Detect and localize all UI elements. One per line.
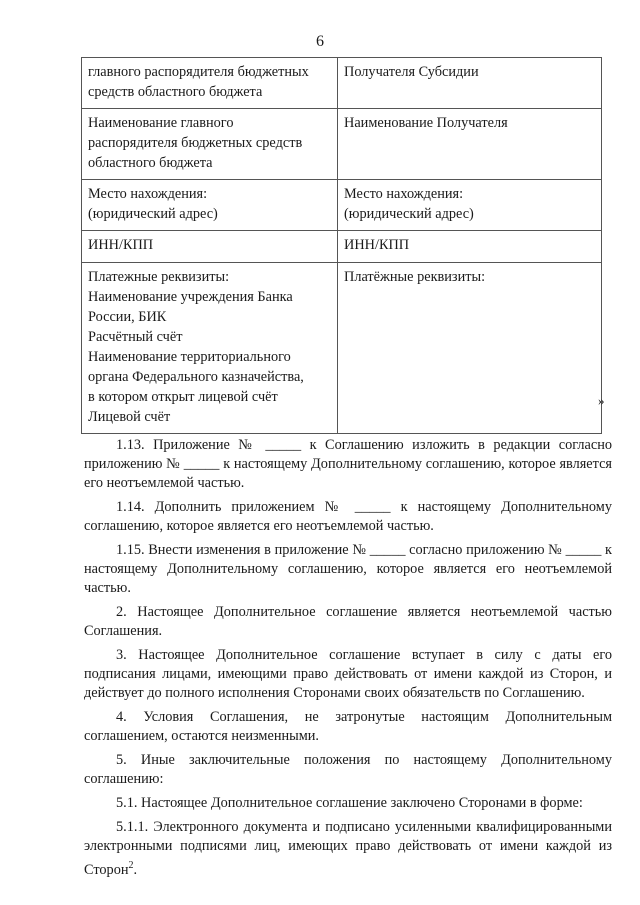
table-cell-right	[338, 109, 602, 180]
cell-line: средств областного бюджета	[88, 84, 263, 100]
cell-line: Платёжные реквизиты:	[344, 269, 486, 285]
table-cell-right	[338, 231, 602, 263]
cell-line: в котором открыт лицевой счёт	[88, 389, 278, 405]
table-cell-right	[338, 263, 602, 434]
footnote-mark: 2	[128, 860, 134, 871]
cell-line: Получателя Субсидии	[344, 64, 479, 80]
final-period: .	[133, 861, 138, 878]
paragraph: 4. Условия Соглашения, не затронутые настоящим Дополнительным соглашением, остаются неизменными.	[84, 709, 612, 744]
paragraph: 3. Настоящее Дополнительное соглашение вступает в силу с даты его подписания лицами, имеющими право действовать от имени каждой из Сторон, и действует до полного исполнения Сторонами своих обязательств по Соглашению.	[84, 647, 612, 701]
cell-line: Наименование Получателя	[344, 115, 508, 131]
paragraph-last	[84, 818, 612, 880]
cell-line: России, БИК	[88, 309, 167, 325]
paragraph: 1.13. Приложение № _____ к Соглашению изложить в редакции согласно приложению № _____ к настоящему Дополнительному соглашению, которое является его неотъемлемой частью.	[84, 437, 612, 491]
table-row	[82, 263, 602, 434]
table-cell-left	[82, 180, 338, 231]
cell-line: распорядителя бюджетных средств	[88, 135, 303, 151]
table-cell-left	[82, 58, 338, 109]
table-cell-left	[82, 231, 338, 263]
paragraph-text: 5.1.1. Электронного документа и подписано усиленными квалифицированными электронными подписями лиц, имеющих право действовать от имени каждой из Сторон	[84, 819, 612, 878]
page-number: 6	[316, 33, 324, 50]
table-cell-right	[338, 58, 602, 109]
table-cell-left	[82, 263, 338, 434]
requisites-table	[81, 57, 602, 434]
cell-line: областного бюджета	[88, 155, 213, 171]
table-cell-right	[338, 180, 602, 231]
paragraph: 5.1. Настоящее Дополнительное соглашение заключено Сторонами в форме:	[116, 795, 583, 811]
cell-line: ИНН/КПП	[344, 237, 410, 253]
cell-line: ИНН/КПП	[88, 237, 154, 253]
table-row	[82, 109, 602, 180]
cell-line: (юридический адрес)	[88, 206, 218, 222]
cell-line: Лицевой счёт	[88, 409, 171, 425]
cell-line: главного распорядителя бюджетных	[88, 64, 309, 80]
cell-line: Платежные реквизиты:	[88, 269, 230, 285]
cell-line: Место нахождения:	[344, 186, 464, 202]
cell-line: Наименование учреждения Банка	[88, 289, 293, 305]
cell-line: Место нахождения:	[88, 186, 208, 202]
cell-line: Расчётный счёт	[88, 329, 183, 345]
closing-quote: »	[598, 393, 605, 408]
table-row	[82, 58, 602, 109]
cell-line: Наименование территориального	[88, 349, 291, 365]
table-cell-left	[82, 109, 338, 180]
paragraph: 2. Настоящее Дополнительное соглашение является неотъемлемой частью Соглашения.	[84, 604, 612, 639]
table-row	[82, 180, 602, 231]
paragraph: 1.14. Дополнить приложением № _____ к настоящему Дополнительному соглашению, которое является его неотъемлемой частью.	[84, 499, 612, 534]
table-row	[82, 231, 602, 263]
paragraph: 5. Иные заключительные положения по настоящему Дополнительному соглашению:	[84, 752, 612, 787]
cell-line: (юридический адрес)	[344, 206, 474, 222]
cell-line: органа Федерального казначейства,	[88, 369, 304, 385]
cell-line: Наименование главного	[88, 115, 234, 131]
document-body	[84, 436, 612, 880]
paragraph: 1.15. Внести изменения в приложение № _____ согласно приложению № _____ к настоящему Дополнительному соглашению, которое является его неотъемлемой частью.	[84, 542, 612, 596]
